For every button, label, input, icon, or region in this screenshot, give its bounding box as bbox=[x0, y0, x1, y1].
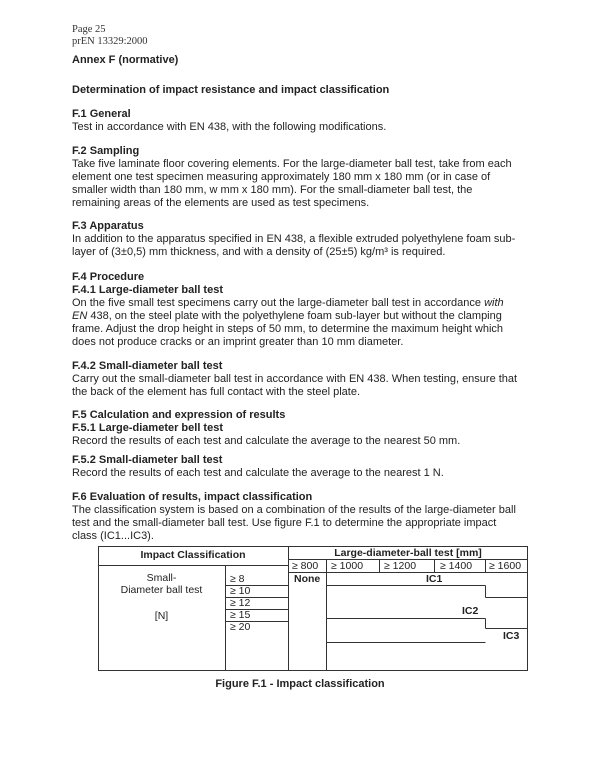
column-header: ≥ 1000 bbox=[331, 560, 364, 572]
row-value: ≥ 15 bbox=[230, 609, 251, 621]
f2-line: smaller width than 180 mm, w mm x 180 mm). For the small-diameter ball test, the bbox=[72, 184, 473, 196]
row-value: ≥ 20 bbox=[230, 621, 251, 633]
f6-line: class (IC1...IC3). bbox=[72, 530, 154, 542]
row-value: ≥ 12 bbox=[230, 597, 251, 609]
column-header: ≥ 1200 bbox=[384, 560, 417, 572]
row-label: [N] bbox=[154, 610, 169, 622]
f41-line-italic: with bbox=[484, 297, 504, 309]
f41-line: frame. Adjust the drop height in steps of 50 mm, to determine the maximum height which bbox=[72, 323, 504, 335]
f41-line: does not produce cracks or an imprint greater than 10 mm diameter. bbox=[72, 336, 404, 348]
f41-heading: F.4.1 Large-diameter ball test bbox=[72, 284, 223, 296]
f52-heading: F.5.2 Small-diameter ball test bbox=[72, 454, 223, 466]
f51-text: Record the results of each test and calculate the average to the nearest 50 mm. bbox=[72, 435, 461, 447]
f6-line: The classification system is based on a combination of the results of the large-diameter ball bbox=[72, 504, 516, 516]
main-title: Determination of impact resistance and impact classification bbox=[72, 84, 390, 96]
f42-line: Carry out the small-diameter ball test in accordance with EN 438. When testing, ensure that bbox=[72, 373, 518, 385]
f2-heading: F.2 Sampling bbox=[72, 145, 140, 157]
left-header: Impact Classification bbox=[140, 549, 246, 561]
f42-heading: F.4.2 Small-diameter ball test bbox=[72, 360, 223, 372]
page-number: Page 25 bbox=[72, 24, 106, 35]
column-header: ≥ 1600 bbox=[489, 560, 522, 572]
f41-line bbox=[72, 297, 542, 310]
f3-heading: F.3 Apparatus bbox=[72, 220, 144, 232]
figure-caption: Figure F.1 - Impact classification bbox=[215, 678, 385, 690]
f2-line: remaining areas of the elements are used as test specimens. bbox=[72, 197, 370, 209]
class-ic2-label: IC2 bbox=[462, 605, 479, 617]
f1-text: Test in accordance with EN 438, with the following modifications. bbox=[72, 121, 387, 133]
row-value: ≥ 8 bbox=[230, 573, 245, 585]
annex-title: Annex F (normative) bbox=[72, 54, 179, 66]
impact-classification-figure bbox=[98, 546, 528, 671]
f52-text: Record the results of each test and calculate the average to the nearest 1 N. bbox=[72, 467, 444, 479]
f42-line: the back of the element has full contact with the steel plate. bbox=[72, 386, 361, 398]
f41-line-text: 438, on the steel plate with the polyethylene foam sub-layer but without the clamping bbox=[87, 310, 502, 322]
f41-line bbox=[72, 310, 542, 323]
column-header: ≥ 800 bbox=[292, 560, 319, 572]
f6-line: test and the small-diameter ball test. Use figure F.1 to determine the appropriate impact bbox=[72, 517, 497, 529]
f2-line: Take five laminate floor covering elements. For the large-diameter ball test, take from each bbox=[72, 158, 512, 170]
f2-line: element one test specimen measuring approximately 180 mm x 180 mm (or in case of bbox=[72, 171, 491, 183]
f1-heading: F.1 General bbox=[72, 108, 131, 120]
f3-line: In addition to the apparatus specified in EN 438, a flexible extruded polyethylene foam sub- bbox=[72, 233, 516, 245]
right-header: Large-diameter-ball test [mm] bbox=[334, 547, 482, 559]
row-value: ≥ 10 bbox=[230, 585, 251, 597]
f41-line-text: On the five small test specimens carry out the large-diameter ball test in accordance bbox=[72, 297, 485, 309]
class-none-label: None bbox=[294, 573, 321, 585]
f51-heading: F.5.1 Large-diameter bell test bbox=[72, 422, 223, 434]
document-id: prEN 13329:2000 bbox=[72, 36, 148, 47]
class-ic1-label: IC1 bbox=[426, 573, 443, 585]
f4-heading: F.4 Procedure bbox=[72, 271, 145, 283]
f5-heading: F.5 Calculation and expression of results bbox=[72, 409, 286, 421]
f3-line: layer of (3±0,5) mm thickness, and with a density of (25±5) kg/m³ is required. bbox=[72, 246, 446, 258]
column-header: ≥ 1400 bbox=[440, 560, 473, 572]
row-label: Small- bbox=[146, 572, 177, 584]
f6-heading: F.6 Evaluation of results, impact classification bbox=[72, 491, 313, 503]
f41-line-italic: EN bbox=[72, 310, 88, 322]
class-ic3-label: IC3 bbox=[503, 630, 520, 642]
row-label: Diameter ball test bbox=[120, 584, 203, 596]
